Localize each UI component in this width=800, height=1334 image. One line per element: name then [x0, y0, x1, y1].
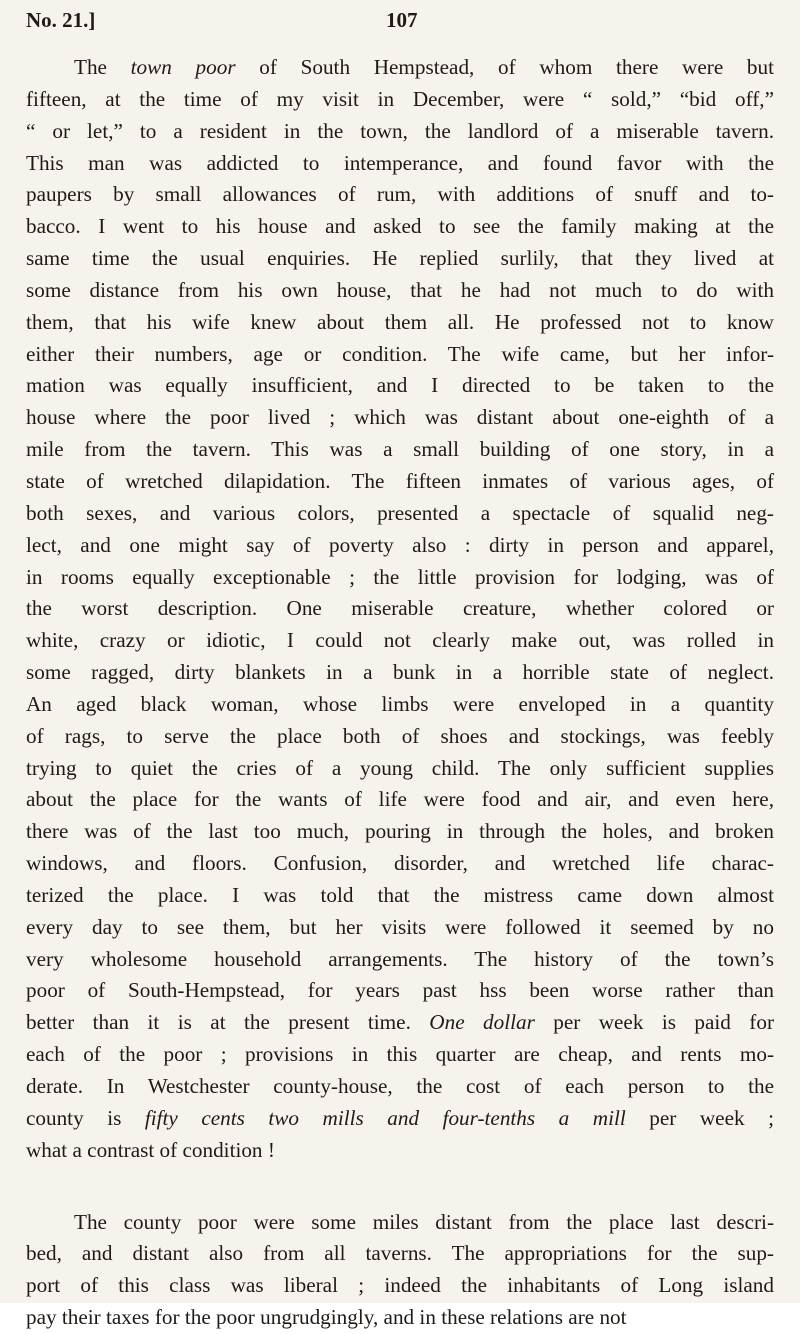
- text-line: [26, 275, 774, 307]
- text-line: [26, 530, 774, 562]
- text-line: [26, 307, 774, 339]
- text-run: of rags, to serve the place both of shoes and stockings, was feebly: [26, 723, 774, 748]
- text-run: windows, and floors. Confusion, disorder, and wretched life charac-: [26, 851, 774, 876]
- text-line: [26, 1103, 774, 1135]
- text-run: per week ;: [625, 1105, 774, 1130]
- text-run: poor of South-Hempstead, for years past hss been worse rather than: [26, 978, 774, 1003]
- text-run: pay their taxes for the poor ungrudgingly, and in these relations are not: [26, 1305, 627, 1330]
- text-line: [26, 816, 774, 848]
- text-run: house where the poor lived ; which was distant about one-eighth of a: [26, 405, 774, 430]
- text-run: paupers by small allowances of rum, with additions of snuff and to-: [26, 182, 774, 207]
- text-run: lect, and one might say of poverty also : dirty in person and apparel,: [26, 532, 774, 557]
- text-line: [26, 562, 774, 594]
- text-run: An aged black woman, whose limbs were enveloped in a quantity: [26, 691, 774, 716]
- text-run: bacco. I went to his house and asked to see the family making at the: [26, 214, 774, 239]
- text-run: either their numbers, age or condition. The wife came, but her infor-: [26, 341, 774, 366]
- text-run: in rooms equally exceptionable ; the little provision for lodging, was of: [26, 564, 774, 589]
- text-line: [26, 243, 774, 275]
- text-run: mation was equally insufficient, and I directed to be taken to the: [26, 373, 774, 398]
- text-line: [26, 1302, 774, 1334]
- text-run: there was of the last too much, pouring in through the holes, and broken: [26, 819, 774, 844]
- text-run: same time the usual enquiries. He replied surlily, that they lived at: [26, 246, 774, 271]
- text-line: [26, 657, 774, 689]
- text-line: [26, 84, 774, 116]
- paragraph: [26, 1207, 774, 1334]
- text-line: [26, 211, 774, 243]
- text-run: very wholesome household arrangements. The history of the town’s: [26, 946, 774, 971]
- text-run: better than it is at the present time.: [26, 1010, 430, 1035]
- text-line: [26, 1135, 774, 1167]
- text-run: mile from the tavern. This was a small building of one story, in a: [26, 437, 774, 462]
- text-run: about the place for the wants of life were food and air, and even here,: [26, 787, 774, 812]
- text-line: [26, 1238, 774, 1270]
- text-run: The county poor were some miles distant from the place last descri-: [74, 1209, 774, 1234]
- issue-number: No. 21.]: [26, 8, 96, 32]
- text-line: [26, 784, 774, 816]
- text-run: county is: [26, 1105, 145, 1130]
- text-run: fifteen, at the time of my visit in December, were “ sold,” “bid off,”: [26, 86, 774, 111]
- text-run: both sexes, and various colors, presented a spectacle of squalid neg-: [26, 500, 774, 525]
- text-run: This man was addicted to intemperance, and found favor with the: [26, 150, 774, 175]
- text-line: [26, 944, 774, 976]
- text-line: [26, 848, 774, 880]
- text-run: every day to see them, but her visits were followed it seemed by no: [26, 914, 774, 939]
- text-run: the worst description. One miserable creature, whether colored or: [26, 596, 774, 621]
- text-line: [26, 1207, 774, 1239]
- page-number: 107: [386, 8, 418, 32]
- text-line: [26, 179, 774, 211]
- italic-text: fifty cents two mills and four-tenths a mill: [144, 1105, 626, 1130]
- text-run: each of the poor ; provisions in this quarter are cheap, and rents mo-: [26, 1042, 774, 1067]
- text-line: [26, 912, 774, 944]
- text-line: [26, 1007, 774, 1039]
- text-line: [26, 721, 774, 753]
- text-line: [26, 1039, 774, 1071]
- text-line: [26, 402, 774, 434]
- text-run: what a contrast of condition !: [26, 1137, 275, 1162]
- text-run: state of wretched dilapidation. The fifteen inmates of various ages, of: [26, 468, 774, 493]
- text-line: [26, 689, 774, 721]
- italic-text: town poor: [130, 55, 236, 79]
- text-line: [26, 370, 774, 402]
- italic-text: One dollar: [429, 1010, 535, 1035]
- running-head: [26, 8, 774, 38]
- text-run: derate. In Westchester county-house, the cost of each person to the: [26, 1074, 774, 1098]
- text-run: port of this class was liberal ; indeed the inhabitants of Long island: [26, 1273, 774, 1298]
- text-line: [26, 593, 774, 625]
- text-line: [26, 880, 774, 912]
- text-line: [26, 434, 774, 466]
- text-run: some ragged, dirty blankets in a bunk in a horrible state of neglect.: [26, 660, 774, 685]
- text-line: [26, 52, 774, 84]
- text-line: [26, 1071, 774, 1103]
- text-run: per week is paid for: [534, 1010, 774, 1035]
- text-line: [26, 1270, 774, 1302]
- text-run: them, that his wife knew about them all. He professed not to know: [26, 309, 774, 334]
- body-text: [26, 52, 774, 1334]
- text-line: [26, 466, 774, 498]
- text-run: of South Hempstead, of whom there were but: [235, 55, 774, 79]
- paragraph-gap: [26, 1167, 774, 1207]
- text-line: [26, 339, 774, 371]
- text-line: [26, 148, 774, 180]
- text-line: [26, 498, 774, 530]
- text-run: trying to quiet the cries of a young child. The only sufficient supplies: [26, 755, 774, 780]
- text-run: white, crazy or idiotic, I could not clearly make out, was rolled in: [26, 628, 774, 653]
- paragraph: [26, 52, 774, 1167]
- text-run: terized the place. I was told that the mistress came down almost: [26, 882, 774, 907]
- text-line: [26, 975, 774, 1007]
- text-run: some distance from his own house, that he had not much to do with: [26, 277, 774, 302]
- text-line: [26, 116, 774, 148]
- text-run: “ or let,” to a resident in the town, the landlord of a miserable tavern.: [26, 118, 774, 143]
- text-run: The: [74, 55, 131, 79]
- text-line: [26, 753, 774, 785]
- text-run: bed, and distant also from all taverns. The appropriations for the sup-: [26, 1241, 774, 1266]
- text-line: [26, 625, 774, 657]
